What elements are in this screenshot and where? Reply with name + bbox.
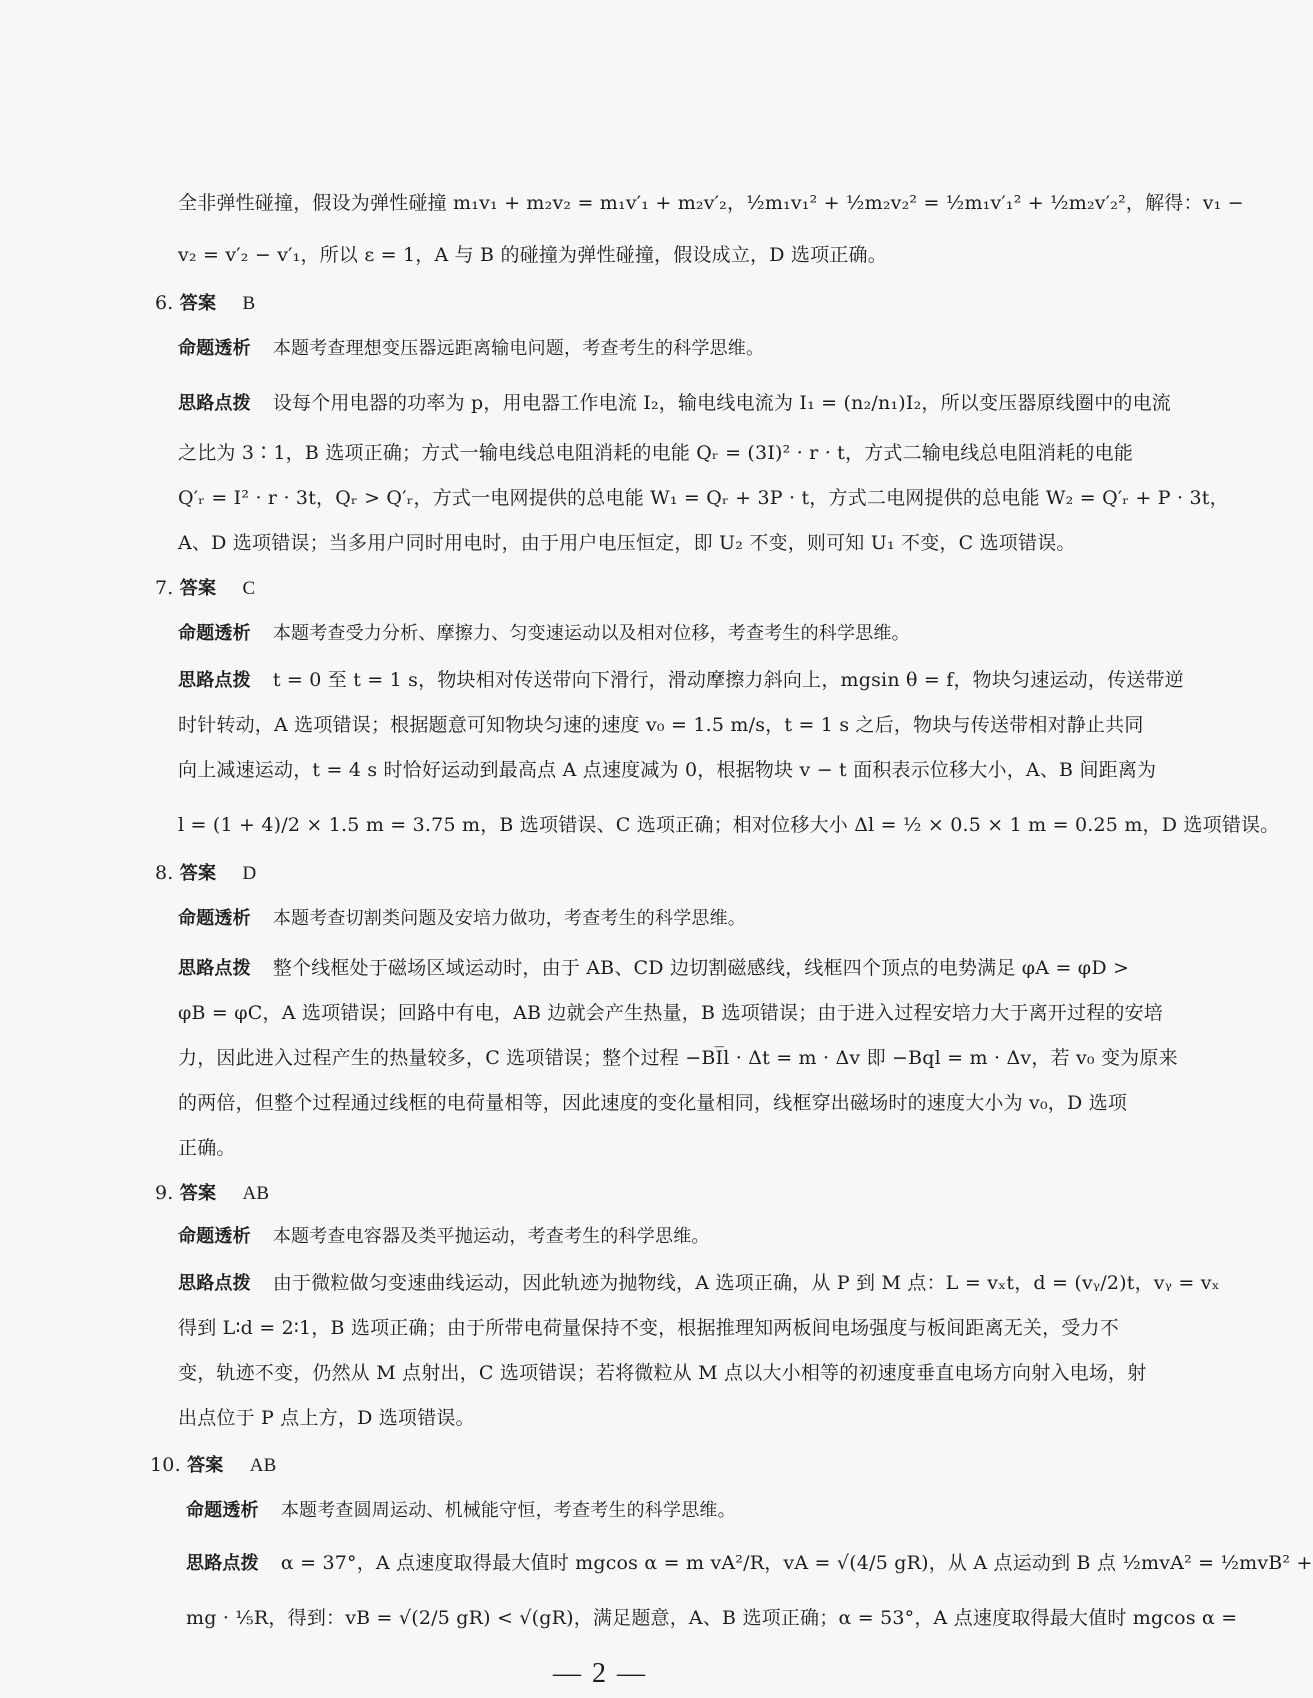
q6-idea-line-4: A、D 选项错误；当多用户同时用电时，由于用户电压恒定，即 U₂ 不变，则可知 U₁ 不变，C 选项错误。 bbox=[178, 532, 1076, 554]
q6-answer-label: 答案 bbox=[179, 293, 217, 314]
q10-answer-label: 答案 bbox=[187, 1455, 224, 1476]
q9-idea-line-3: 变，轨迹不变，仍然从 M 点射出，C 选项错误；若将微粒从 M 点以大小相等的初速度垂直电场方向射入电场，射 bbox=[178, 1362, 1147, 1384]
q7-answer-line bbox=[155, 575, 255, 602]
q7-idea-line-1 bbox=[178, 667, 1184, 694]
q6-idea-line-3: Q′ᵣ = I² · r · 3t，Qᵣ > Q′ᵣ，方式一电网提供的总电能 W₁ = Qᵣ + 3P · t，方式二电网提供的总电能 W₂ = Q′ᵣ + P · 3t， bbox=[178, 487, 1229, 509]
continued-text-line-1: 全非弹性碰撞，假设为弹性碰撞 m₁v₁ + m₂v₂ = m₁v′₁ + m₂v′₂，½m₁v₁² + ½m₂v₂² = ½m₁v′₁² + ½m₂v′₂²，解得：v₁ − bbox=[178, 192, 1244, 214]
q10-answer-line bbox=[150, 1452, 277, 1479]
q7-idea-line-3: 向上减速运动，t = 4 s 时恰好运动到最高点 A 点速度减为 0，根据物块 v − t 面积表示位移大小，A、B 间距离为 bbox=[178, 759, 1157, 781]
q9-intent bbox=[178, 1223, 710, 1250]
q7-idea-label: 思路点拨 bbox=[178, 670, 251, 691]
q6-answer-line bbox=[155, 290, 255, 317]
q7-idea-text-1: t = 0 至 t = 1 s，物块相对传送带向下滑行，滑动摩擦力斜向上，mgsin θ = f，物块匀速运动，传送带逆 bbox=[272, 669, 1184, 691]
q8-idea-line-5: 正确。 bbox=[178, 1137, 236, 1159]
q9-idea-label: 思路点拨 bbox=[178, 1273, 251, 1294]
q8-answer-label: 答案 bbox=[179, 863, 217, 884]
q9-number: 9. bbox=[155, 1182, 174, 1204]
q9-answer-line bbox=[155, 1180, 269, 1207]
q8-idea-line-4: 的两倍，但整个过程通过线框的电荷量相等，因此速度的变化量相同，线框穿出磁场时的速度大小为 v₀，D 选项 bbox=[178, 1092, 1128, 1114]
q7-answer-value: C bbox=[242, 578, 256, 599]
q8-idea-label: 思路点拨 bbox=[178, 958, 251, 979]
q8-idea-line-3: 力，因此进入过程产生的热量较多，C 选项错误；整个过程 −BI̅l · Δt = m · Δv 即 −Bql = m · Δv，若 v₀ 变为原来 bbox=[178, 1047, 1178, 1069]
q6-intent-text: 本题考查理想变压器远距离输电问题，考查考生的科学思维。 bbox=[272, 338, 765, 359]
q6-answer-value: B bbox=[242, 293, 256, 314]
q7-intent bbox=[178, 620, 910, 647]
q8-idea-line-2: φB = φC，A 选项错误；回路中有电，AB 边就会产生热量，B 选项错误；由于进入过程安培力大于离开过程的安培 bbox=[178, 1002, 1163, 1024]
q9-idea-text-1: 由于微粒做匀变速曲线运动，因此轨迹为抛物线，A 选项正确，从 P 到 M 点：L = vₓt，d = (vᵧ/2)t，vᵧ = vₓ bbox=[272, 1272, 1220, 1294]
q8-intent bbox=[178, 905, 746, 932]
page-number: — 2 — bbox=[553, 1658, 647, 1689]
q10-number: 10. bbox=[150, 1454, 181, 1476]
q9-intent-text: 本题考查电容器及类平抛运动，考查考生的科学思维。 bbox=[272, 1226, 710, 1247]
q6-idea-text-1: 设每个用电器的功率为 p，用电器工作电流 I₂，输电线电流为 I₁ = (n₂/n₁)I₂，所以变压器原线圈中的电流 bbox=[272, 392, 1171, 414]
continued-text-line-2: v₂ = v′₂ − v′₁，所以 ε = 1，A 与 B 的碰撞为弹性碰撞，假设成立，D 选项正确。 bbox=[178, 244, 887, 266]
q10-idea-line-1 bbox=[186, 1550, 1313, 1577]
q9-answer-value: AB bbox=[242, 1183, 270, 1204]
q10-intent-text: 本题考查圆周运动、机械能守恒，考查考生的科学思维。 bbox=[280, 1500, 736, 1521]
q6-idea-line-2: 之比为 3∶1，B 选项正确；方式一输电线总电阻消耗的电能 Qᵣ = (3I)² · r · t，方式二输电线总电阻消耗的电能 bbox=[178, 442, 1134, 464]
q10-intent-label: 命题透析 bbox=[186, 1500, 259, 1521]
q7-intent-text: 本题考查受力分析、摩擦力、匀变速运动以及相对位移，考查考生的科学思维。 bbox=[272, 623, 910, 644]
q8-answer-line bbox=[155, 860, 256, 887]
q8-intent-text: 本题考查切割类问题及安培力做功，考查考生的科学思维。 bbox=[272, 908, 747, 929]
q8-answer-value: D bbox=[242, 863, 257, 884]
q8-intent-label: 命题透析 bbox=[178, 908, 251, 929]
q10-answer-value: AB bbox=[249, 1455, 277, 1476]
q10-idea-text-1: α = 37°，A 点速度取得最大值时 mgcos α = m vA²/R，vA = √(4/5 gR)，从 A 点运动到 B 点 ½mvA² = ½mvB² + bbox=[280, 1552, 1313, 1574]
q9-intent-label: 命题透析 bbox=[178, 1226, 251, 1247]
q10-intent bbox=[186, 1497, 736, 1524]
q10-idea-line-2: mg · ⅕R，得到：vB = √(2/5 gR) < √(gR)，满足题意，A、B 选项正确；α = 53°，A 点速度取得最大值时 mgcos α = bbox=[186, 1607, 1238, 1629]
q7-number: 7. bbox=[155, 577, 174, 599]
q9-idea-line-4: 出点位于 P 点上方，D 选项错误。 bbox=[178, 1407, 475, 1429]
q6-idea-label: 思路点拨 bbox=[178, 393, 251, 414]
q7-answer-label: 答案 bbox=[179, 578, 217, 599]
q6-intent-label: 命题透析 bbox=[178, 338, 251, 359]
q7-intent-label: 命题透析 bbox=[178, 623, 251, 644]
q9-idea-line-1 bbox=[178, 1270, 1220, 1297]
q10-idea-label: 思路点拨 bbox=[186, 1553, 259, 1574]
q8-idea-text-1: 整个线框处于磁场区域运动时，由于 AB、CD 边切割磁感线，线框四个顶点的电势满足 φA = φD > bbox=[272, 957, 1130, 979]
q6-number: 6. bbox=[155, 292, 174, 314]
q6-intent bbox=[178, 335, 764, 362]
q7-idea-line-4: l = (1 + 4)/2 × 1.5 m = 3.75 m，B 选项错误、C 选项正确；相对位移大小 Δl = ½ × 0.5 × 1 m = 0.25 m，D 选项错误。 bbox=[178, 814, 1280, 836]
q7-idea-line-2: 时针转动，A 选项错误；根据题意可知物块匀速的速度 v₀ = 1.5 m/s，t = 1 s 之后，物块与传送带相对静止共同 bbox=[178, 714, 1144, 736]
q9-answer-label: 答案 bbox=[179, 1183, 217, 1204]
q6-idea-line-1 bbox=[178, 390, 1171, 417]
q9-idea-line-2: 得到 L∶d = 2∶1，B 选项正确；由于所带电荷量保持不变，根据推理知两板间电场强度与板间距离无关，受力不 bbox=[178, 1317, 1119, 1339]
q8-number: 8. bbox=[155, 862, 174, 884]
q8-idea-line-1 bbox=[178, 955, 1129, 982]
